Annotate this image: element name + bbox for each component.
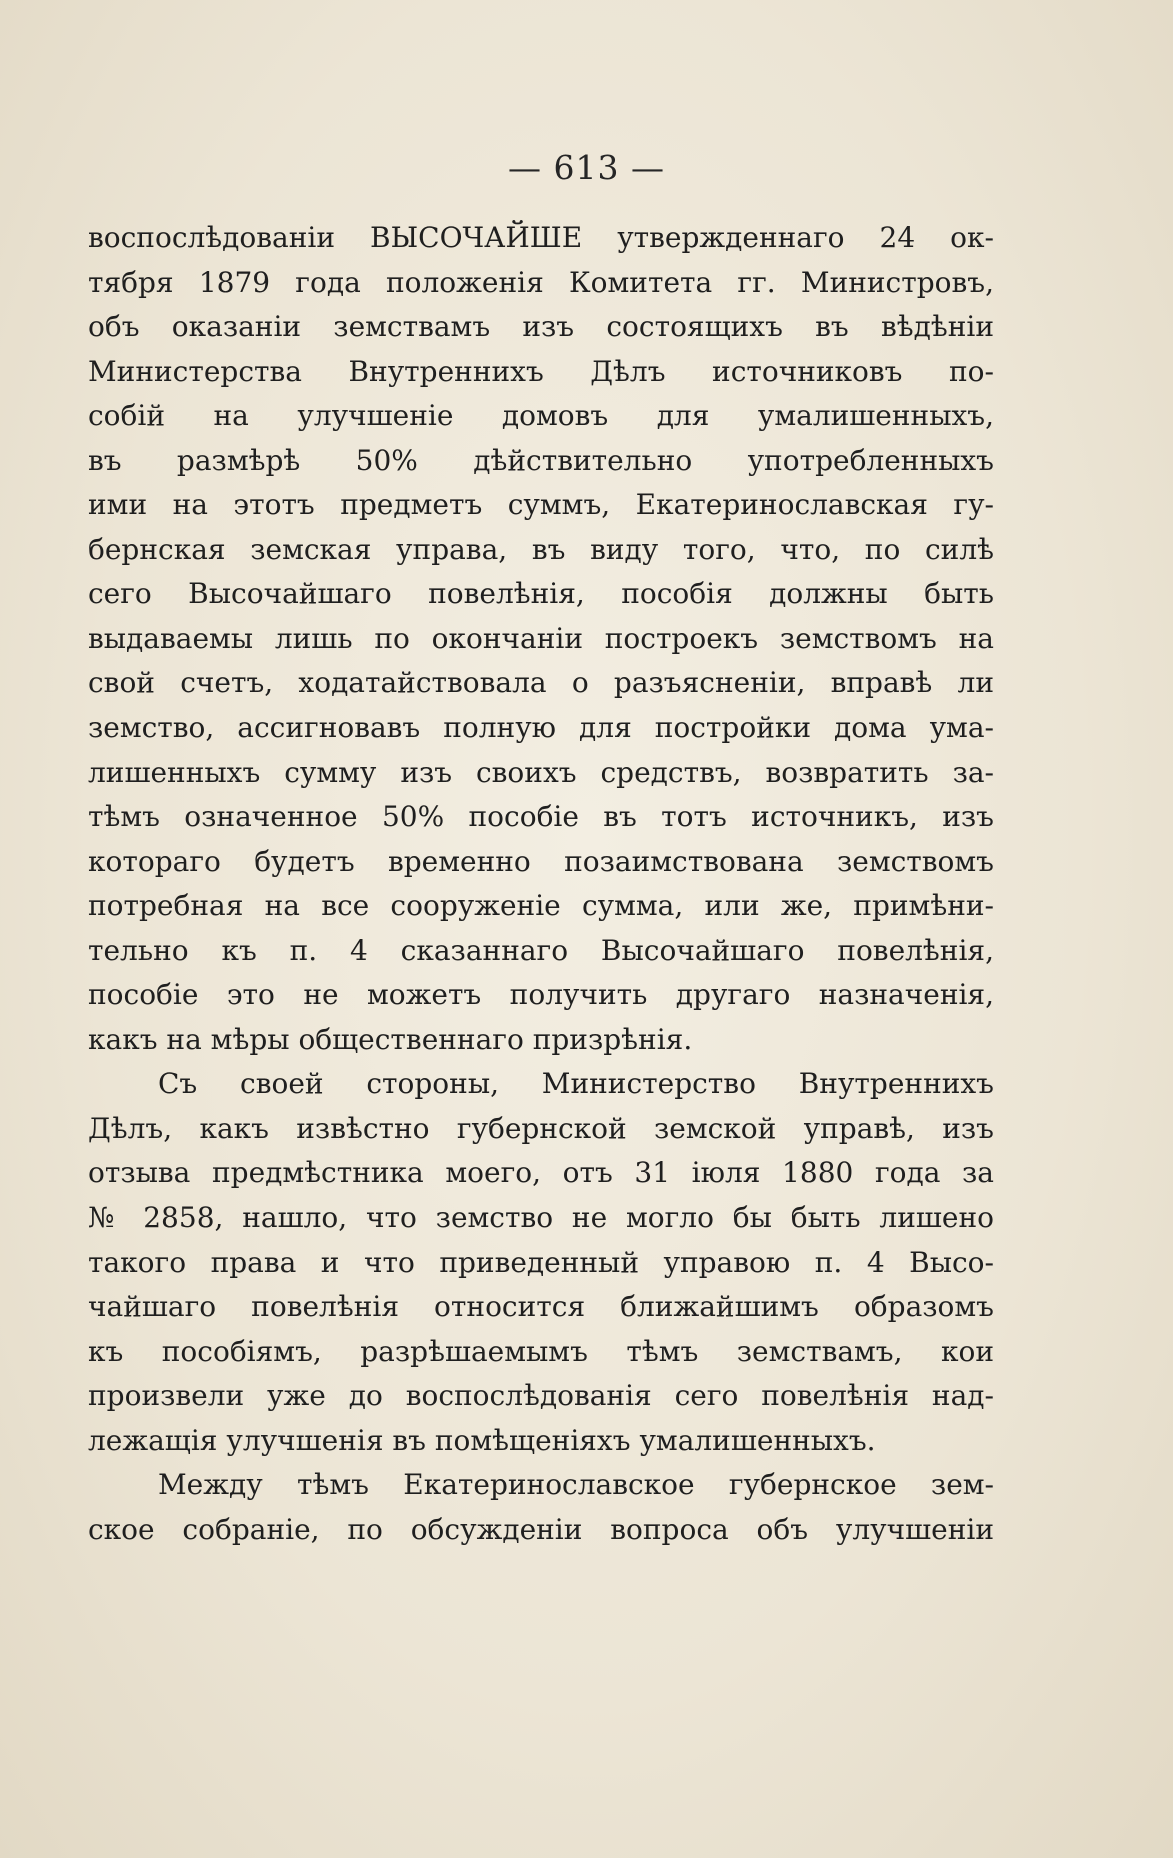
text-line: бернская земская управа, въ виду того, что, по силѣ: [88, 532, 994, 566]
text-line: въ размѣрѣ 50% дѣйствительно употребленныхъ: [88, 443, 994, 477]
text-line: земство, ассигновавъ полную для постройки дома ума-: [88, 711, 994, 745]
text-line: ское собраніе, по обсужденіи вопроса объ улучшеніи: [88, 1512, 994, 1546]
text-line: тября 1879 года положенія Комитета гг. Министровъ,: [88, 265, 994, 299]
text-line: лишенныхъ сумму изъ своихъ средствъ, возвратить за-: [88, 755, 994, 789]
text-line: ими на этотъ предметъ суммъ, Екатеринославская гу-: [88, 488, 994, 522]
text-line: котораго будетъ временно позаимствована земствомъ: [88, 844, 994, 878]
body-text: [88, 216, 994, 1552]
text-line: выдаваемы лишь по окончаніи построекъ земствомъ на: [88, 621, 994, 655]
text-line: Между тѣмъ Екатеринославское губернское зем-: [158, 1468, 994, 1502]
text-line: какъ на мѣры общественнаго призрѣнія.: [88, 1022, 693, 1056]
text-line: къ пособіямъ, разрѣшаемымъ тѣмъ земствамъ, кои: [88, 1334, 994, 1368]
text-line: Съ своей стороны, Министерство Внутреннихъ: [158, 1067, 994, 1101]
text-line: потребная на все сооруженіе сумма, или же, примѣни-: [88, 889, 994, 923]
text-line: пособіе это не можетъ получить другаго назначенія,: [88, 978, 994, 1012]
text-line: отзыва предмѣстника моего, отъ 31 іюля 1880 года за: [88, 1156, 994, 1190]
text-line: тѣмъ означенное 50% пособіе въ тотъ источникъ, изъ: [88, 800, 994, 834]
text-line: Дѣлъ, какъ извѣстно губернской земской управѣ, изъ: [88, 1111, 994, 1145]
text-line: чайшаго повелѣнія относится ближайшимъ образомъ: [88, 1290, 994, 1324]
text-line: Министерства Внутреннихъ Дѣлъ источниковъ по-: [88, 354, 994, 388]
page-number: — 613 —: [508, 148, 665, 187]
text-line: лежащія улучшенія въ помѣщеніяхъ умалишенныхъ.: [88, 1423, 876, 1457]
text-line: тельно къ п. 4 сказаннаго Высочайшаго повелѣнія,: [88, 933, 994, 967]
text-line: сего Высочайшаго повелѣнія, пособія должны быть: [88, 577, 994, 611]
text-line: собій на улучшеніе домовъ для умалишенныхъ,: [88, 399, 994, 433]
text-line: воспослѣдованіи ВЫСОЧАЙШЕ утвержденнаго 24 ок-: [88, 221, 994, 254]
text-line: такого права и что приведенный управою п. 4 Высо-: [88, 1245, 994, 1279]
text-line: объ оказаніи земствамъ изъ состоящихъ въ вѣдѣніи: [88, 310, 994, 344]
text-line: свой счетъ, ходатайствовала о разъясненіи, вправѣ ли: [88, 666, 994, 700]
text-line: произвели уже до воспослѣдованія сего повелѣнія над-: [88, 1379, 994, 1413]
text-line: № 2858, нашло, что земство не могло бы быть лишено: [88, 1201, 994, 1235]
